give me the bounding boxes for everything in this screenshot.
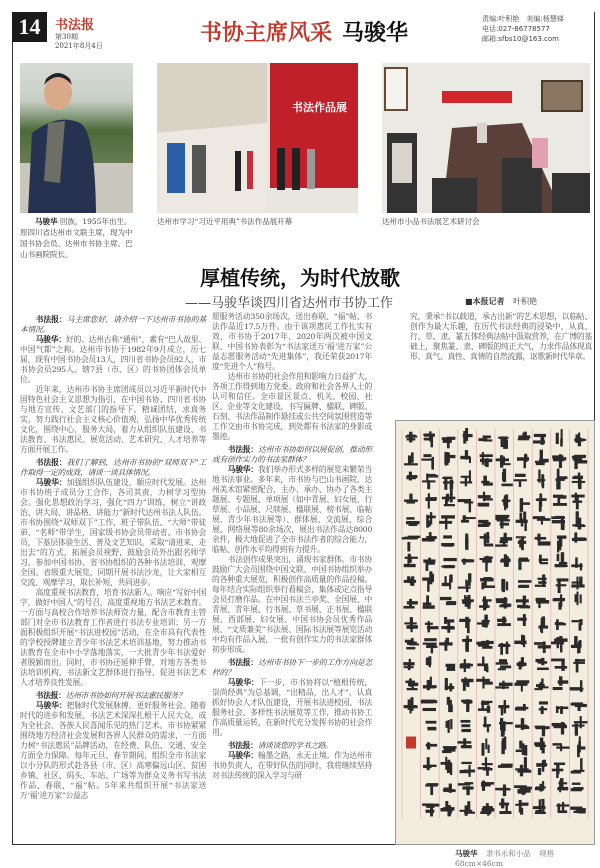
ink-character — [539, 701, 548, 714]
speaker-label: 马骏华： — [35, 478, 67, 487]
ink-character — [536, 493, 547, 511]
ink-character — [496, 597, 512, 608]
ink-character — [446, 664, 456, 671]
ink-character — [498, 764, 513, 768]
exhibition-caption: 达州市学习“习近平用典”书法作品展开幕 — [157, 217, 293, 226]
ink-character — [422, 474, 438, 490]
ink-character — [557, 535, 567, 552]
ink-character — [501, 579, 508, 592]
ink-character — [498, 700, 509, 715]
ink-character — [423, 431, 435, 447]
ink-character — [571, 783, 584, 792]
speaker-text: 我们举办形式多样的展览来繁荣当地书法事业。多年来，市书协与巴山书画院、达州美术馆紧密配合，主办、承办、协办了各类主题展、专题展、单项展（如中青展、妇女展、行草展、小品展、尺牍展、楹联展、榜书展、临帖展、青少年书法展等）、群体展、交流展、综合展、网络展等80余场次，展出书法作品达8000余件，极大地促进了全市书法作者的综合能力，临帖、创作水平均得到有力提升。 — [212, 465, 372, 554]
ink-character — [537, 470, 545, 489]
speaker-text: 我们了解到，达州市书协的“双师双下”工作取得一定的成效，请谈一谈具体情况。 — [20, 458, 206, 477]
ink-character — [404, 494, 418, 504]
speaker-label: 马骏华： — [227, 751, 259, 760]
ink-character — [404, 617, 417, 632]
ink-character — [551, 659, 567, 671]
ink-character — [572, 716, 588, 736]
ink-character — [553, 594, 566, 609]
ink-character — [516, 536, 526, 550]
ink-character — [446, 719, 453, 733]
ink-character — [552, 743, 569, 751]
ink-character — [441, 757, 453, 775]
ink-character — [425, 493, 437, 508]
interviewer-question — [212, 658, 392, 678]
ink-character — [447, 697, 453, 712]
ink-character — [460, 762, 475, 777]
ink-character — [555, 619, 566, 630]
ink-character — [458, 782, 474, 795]
ink-character — [515, 704, 528, 711]
ink-character — [462, 595, 474, 609]
portrait-caption-text: 回族，1955年出生。原四川省达州市文联主席，现为中国书协会员、达州市书协主席、巴山书画院院长。 — [20, 217, 133, 259]
ink-character — [460, 450, 471, 463]
paragraph: 愿服务活动350余场次，送出春联、“福”帖、书法作品近17.5万件。由于该项惠民工作扎实有效，市书协于2017年、2020年两次被中国文联、中国书协表彰为“书法家送万‘福’进万家”公益志愿服务活动“先进集体”，我还荣获2017年度“先进个人”称号。 — [212, 312, 372, 371]
article-column-1 — [20, 312, 206, 801]
portrait-caption — [20, 216, 135, 260]
paragraph: 达州市书协的社会作用和影响力日益扩大，各项工作得到地方党委、政府和社会各界人士的认可和信任。全市景区景点、机关、校园、社区、企业等文化建设，书写匾牌、楹联、碑版、石刻、书法作品制作悬挂或公共空间氛围营造等工作交由市书协完成，到处都有书法家的身影或墨迹。 — [212, 372, 372, 441]
speaker-text: 马主席您好，请介绍一下达州市书协的基本情况。 — [20, 315, 206, 334]
ink-character — [403, 599, 417, 609]
ink-character — [572, 473, 585, 490]
ink-character — [556, 578, 569, 593]
ink-character — [423, 595, 435, 608]
ink-character — [423, 757, 437, 770]
ink-character — [518, 432, 531, 441]
portrait-photo — [20, 63, 133, 213]
ink-character — [518, 580, 531, 588]
seminar-photo — [382, 63, 590, 213]
ink-character — [495, 533, 512, 547]
ink-character — [458, 573, 472, 592]
ink-character — [477, 657, 488, 673]
ink-character — [516, 512, 528, 531]
ink-character — [478, 520, 491, 527]
ink-character — [555, 469, 567, 490]
ink-character — [406, 517, 420, 526]
ink-character — [535, 658, 548, 670]
interviewee-answer — [20, 335, 206, 385]
ink-character — [461, 699, 472, 712]
ink-character — [423, 558, 435, 571]
ink-character — [572, 532, 587, 542]
ink-character — [425, 621, 439, 632]
interviewer-question — [20, 691, 206, 701]
page-number: 14 — [12, 12, 47, 42]
ink-character — [479, 596, 492, 610]
ink-character — [551, 516, 565, 530]
ink-character — [538, 616, 548, 633]
ink-character — [478, 492, 493, 507]
speaker-text: 加强组织队伍建设，顺应时代发展。达州市书协班子成员分工合作，各司其责，力树学习型协会。强化思想政治学习，强化“四力”训练，树立“讲政治、讲大局、讲品格、讲能力”新时代达州书法人队伍。市书协围绕“双师双下”工作，班子带队伍、“大师”带徒弟、“名师”带学生，国家级书协会员带动省、市书协会员，下基层体验生活、普及文艺知识。采取“请进来、走出去”的方式，拓展会员视野，鼓励会员外出跟名师学习，参加中国书协、省书协组织的各种书法培训，观摩全国、省级重大展览，同期开展书法沙龙，让大家相互交流、观摩学习，取长补短，共同进步。 — [20, 478, 206, 587]
ink-character — [534, 679, 548, 691]
ink-character — [423, 677, 437, 691]
speaker-text: 达州市书协如何以展促创，推动形成有创作实力的书法家群体？ — [212, 445, 372, 464]
ink-character — [478, 757, 493, 776]
ink-character — [462, 635, 472, 651]
ink-character — [536, 760, 547, 775]
exhibition-photo — [157, 63, 358, 213]
ink-character — [498, 641, 510, 654]
ink-character — [534, 738, 546, 754]
ink-character — [517, 454, 529, 468]
ink-character — [462, 559, 475, 565]
ink-character — [555, 552, 568, 567]
speaker-label: 书法报： — [227, 741, 258, 750]
ink-character — [517, 657, 527, 669]
ink-character — [441, 617, 454, 633]
ink-character — [533, 516, 551, 524]
ink-character — [518, 558, 529, 570]
interviewer-question — [20, 458, 206, 478]
ink-character — [495, 681, 512, 689]
ink-character — [571, 702, 587, 711]
ink-character — [477, 615, 490, 628]
ink-character — [496, 659, 512, 670]
calligraphy-artwork-image — [396, 421, 594, 844]
ink-character — [571, 557, 582, 570]
ink-character — [502, 469, 513, 487]
ink-character — [480, 452, 493, 467]
ink-character — [556, 429, 563, 447]
ink-character — [539, 555, 548, 565]
speaker-text: 翰墨之路，永无止境。作为达州市书协负责人，在带好队伍的同时，我将继续坚持对书法传统的深入学习与研 — [212, 751, 372, 780]
ink-character — [440, 597, 456, 605]
speaker-label: 书法报： — [35, 315, 67, 324]
person-name-title: 马骏华 — [342, 20, 409, 46]
speaker-label: 书法报： — [227, 445, 259, 454]
ink-character — [421, 700, 437, 711]
ink-character — [502, 494, 511, 510]
ink-character — [406, 472, 417, 481]
ink-character — [535, 781, 546, 791]
ink-character — [535, 726, 550, 737]
ink-character — [483, 716, 491, 732]
ink-character — [501, 736, 506, 754]
ink-character — [460, 470, 472, 486]
ink-character — [480, 556, 493, 572]
ink-character — [440, 801, 454, 816]
ink-character — [461, 677, 473, 691]
ink-character — [495, 515, 510, 529]
calligraphy-artwork — [395, 420, 595, 845]
speaker-label: 书法报： — [35, 691, 66, 700]
masthead — [55, 14, 115, 51]
paragraph: 近年来，达州市书协主席团成员以习近平新时代中国特色社会主义思想为指引，在中国书协、四川省书协与地方宣传、文艺部门的指导下，精诚团结，求真务实，努力践行社会主义核心价值观，弘扬中华优秀传统文化，围绕中心，服务大局，着力从组织队伍建设、书法教育、书法惠民、展览活动、艺术研究、人才培养等方面开展工作。 — [20, 385, 206, 454]
article-column-3 — [410, 312, 592, 362]
ink-character — [481, 738, 489, 755]
ink-character — [533, 434, 546, 445]
ink-character — [405, 432, 417, 443]
ink-character — [533, 799, 546, 814]
ink-character — [514, 680, 529, 691]
ink-character — [439, 638, 452, 651]
ink-character — [553, 676, 569, 690]
byline-label: ■本报记者 — [465, 297, 505, 306]
byline — [465, 296, 537, 307]
ink-character — [571, 493, 584, 510]
ink-character — [441, 558, 456, 568]
page-title — [200, 16, 408, 47]
speaker-label: 书法报： — [227, 658, 259, 667]
ink-character — [426, 656, 432, 667]
phone: 电话:027-86778577 — [482, 25, 550, 33]
ink-character — [535, 574, 547, 587]
ink-character — [515, 718, 529, 730]
ink-character — [571, 636, 582, 653]
ink-character — [404, 576, 416, 586]
ink-character — [497, 617, 511, 626]
editor-credit: 责编:叶积艳 美编:杨慧娣 — [482, 15, 564, 23]
ink-character — [514, 785, 532, 795]
ink-character — [571, 619, 582, 631]
ink-character — [461, 515, 476, 522]
interviewer-question — [212, 445, 392, 465]
seminar-caption: 达州市小品书法展艺术研讨会 — [382, 217, 480, 226]
article-headline: 厚植传统，为时代放歌 — [200, 266, 400, 290]
exhibition-banner-text: 书法作品展 — [292, 101, 347, 114]
ink-character — [495, 784, 510, 796]
ink-character — [516, 741, 528, 756]
issue-number: 第30期 — [55, 33, 78, 41]
article-column-2 — [212, 312, 392, 860]
artist-seal — [406, 737, 416, 749]
speaker-label: 马骏华： — [227, 465, 259, 474]
speaker-text: 达州市书协下一步的工作方向是怎样的？ — [212, 658, 372, 677]
ink-character — [575, 592, 582, 606]
ink-character — [465, 534, 468, 550]
ink-character — [441, 535, 454, 546]
ink-character — [571, 577, 584, 590]
ink-character — [422, 532, 437, 542]
ink-character — [570, 680, 584, 692]
ink-character — [556, 802, 569, 813]
ink-character — [573, 659, 585, 673]
ink-character — [570, 807, 586, 814]
interviewee-answer — [20, 478, 206, 588]
ink-character — [574, 433, 586, 447]
artwork-artist: 马骏华 — [455, 849, 478, 858]
ink-character — [442, 489, 455, 506]
ink-character — [461, 720, 471, 732]
ink-character — [556, 706, 568, 714]
ink-character — [496, 455, 511, 467]
ink-character — [478, 700, 492, 712]
ink-character — [460, 659, 473, 672]
interviewee-answer — [212, 465, 392, 555]
ink-character — [423, 638, 438, 653]
ink-character — [442, 746, 456, 753]
ink-character — [425, 783, 438, 795]
ink-character — [577, 736, 585, 757]
speaker-label: 马骏华： — [35, 335, 66, 344]
ink-character — [500, 554, 510, 567]
byline-name: 叶积艳 — [513, 297, 538, 306]
artwork-title: 隶书永和小品 — [485, 849, 531, 858]
interviewer-question — [20, 315, 206, 335]
ink-character — [552, 454, 566, 468]
ink-character — [552, 763, 565, 778]
speaker-text: 达州市书协如何开展书法惠民服务？ — [65, 691, 186, 700]
ink-character — [498, 436, 508, 448]
ink-character — [458, 499, 474, 512]
ink-character — [480, 803, 494, 815]
ink-character — [426, 721, 437, 731]
email: 邮箱:sfbs10@163.com — [482, 35, 560, 43]
ink-character — [403, 659, 414, 670]
ink-character — [481, 476, 493, 486]
ink-character — [499, 798, 511, 814]
ink-character — [571, 758, 585, 773]
ink-character — [514, 474, 527, 487]
ink-character — [422, 803, 439, 816]
section-title: 书协主席风采 — [200, 20, 333, 46]
paragraph: 书法创作成果突出，涌现书家群体。市书协鼓励广大会员围绕中国文联、中国书协组织举办的各种重大展览，积极创作高质量的作品投稿。每年结合实际组织举行看稿会，集体或定点指导会员打磨作品。在中国书法兰亭奖、全国展、中青展、青年展、行书展、草书展、正书展、楹联展、西部展、妇女展、中国书协会员优秀作品展、“文质兼美”书法展、国际书法展等展览活动中均有作品入展，一批有创作实力的书法家群体初步形成。 — [212, 555, 372, 654]
ink-character — [404, 452, 418, 465]
ink-character — [426, 742, 437, 749]
ink-character — [516, 596, 530, 609]
ink-character — [426, 512, 436, 528]
ink-character — [405, 678, 418, 690]
ink-character — [404, 697, 418, 713]
ink-character — [442, 575, 453, 590]
ink-character — [552, 722, 567, 735]
interviewee-answer — [212, 751, 392, 781]
ink-character — [459, 617, 470, 633]
ink-character — [535, 534, 551, 546]
ink-character — [460, 801, 475, 816]
ink-character — [457, 738, 471, 748]
ink-character — [572, 511, 585, 529]
ink-character — [445, 678, 454, 691]
speaker-text: 请谈谈您的学书之路。 — [257, 741, 333, 750]
speaker-text: 把脉时代发展脉搏，更好服务社会。随着时代的进步和发展，书法艺术深深扎根于人民大众，成为全社会、各族人民喜闻乐见的热门艺术。市书协紧紧围绕地方经济社会发展和各界人民群众的需求，一方面力树“书法惠民”品牌活动，在经费、队伍、交通、安全方面全力保障。每年元旦、春节期间，组织全市书法家以小分队的形式赴各县（市、区）高寒偏远山区、贫困乡镇、社区、码头、车站、广场等为群众义务书写书法作品、春联、“福”帖。5年来共组织开展“书法家送万‘福’进万家”公益志 — [20, 701, 206, 800]
interviewer-question — [212, 741, 392, 751]
artwork-size: 规格68cm×46cm — [455, 849, 555, 868]
ink-character — [480, 532, 494, 546]
ink-character — [534, 641, 551, 653]
ink-character — [535, 450, 549, 465]
ink-character — [557, 778, 568, 792]
paper-logo: 书法报 — [55, 18, 95, 33]
portrait-caption-name: 马骏华 — [35, 217, 58, 226]
speaker-text: 下一步，市书协将以“植根传统，崇尚经典”为总基调，“出精品，出人才”，认真抓好协会人才队伍建设，开展书法进校园、书法服务社会、多样性书法展览等工作，推动书协工作高质量运转，在新时代充分发挥书协的社会作用。 — [212, 678, 372, 737]
ink-character — [443, 784, 456, 793]
article-subheadline: ——马骏华谈四川省达州市书协工作 — [185, 296, 394, 311]
ink-character — [480, 577, 495, 589]
ink-character — [405, 638, 419, 650]
ink-character — [514, 635, 526, 647]
ink-character — [520, 498, 530, 512]
ink-character — [478, 435, 492, 441]
ink-character — [402, 536, 420, 552]
ink-character — [515, 800, 528, 815]
ink-character — [404, 554, 418, 567]
paragraph: 究，秉承“书以载道，承古出新”的艺术思想，以临帖、创作为最大乐趣，在历代书法经典的浸染中，从真、行、草、隶、篆五体经典法帖中汲取营养，在广博的基础上，聚焦篆、隶、碑版的纯正大气，力求作品体现真形、真气、真性、真情的自然流露，讴歌新时代华章。 — [410, 312, 592, 361]
ink-character — [553, 495, 567, 506]
artwork-caption — [455, 848, 600, 868]
ink-character — [572, 455, 587, 469]
ink-character — [476, 640, 493, 649]
ink-character — [515, 757, 531, 776]
speaker-label: 书法报： — [35, 458, 67, 467]
ink-character — [421, 454, 434, 469]
ink-character — [422, 571, 434, 591]
ink-character — [551, 636, 568, 652]
speaker-text: 好的。达州古称“通州”，素有“巴人故里、中国气都”之称。达州市书协于1982年9月成立，历七届，现有中国书协会员13人，四川省书协会员92人，市书协会员295人。辖7县（市、区）的书协团体会员单位。 — [20, 335, 206, 384]
ink-character — [481, 781, 494, 791]
paragraph: 高度重视书法教育，培育书法新人。响应“写好中国字，做好中国人”的号召，高度重视地方书法艺术教育。一方面与高校合作培养书法师资力量，配合市教育主管部门对全市书法教育工作者进行书法专业培训；另一方面积极组织开展“书法进校园”活动，在全市具有代表性的学校授牌建立青少年书法艺术培训基地，努力推动书法教育在全市中小学落地落实，一大批青少年书法爱好者脱颖而出。同时，市书协还延伸手臂，对地方各类书法培训机构、书法新文艺群体进行指导，促进书法艺术人才培养良性发展。 — [20, 588, 206, 687]
ink-character — [463, 428, 473, 444]
speaker-label: 马骏华： — [35, 701, 67, 710]
ink-character — [499, 718, 513, 737]
ink-character — [442, 437, 456, 449]
ink-character — [476, 676, 493, 688]
ink-character — [442, 477, 453, 490]
issue-date: 2021年8月4日 — [55, 42, 103, 50]
ink-character — [517, 614, 526, 626]
editor-info — [482, 14, 564, 44]
interviewee-answer — [20, 701, 206, 801]
interviewee-answer — [212, 678, 392, 738]
speaker-label: 马骏华： — [227, 678, 259, 687]
ink-character — [439, 515, 455, 529]
ink-character — [444, 452, 455, 466]
ink-character — [536, 598, 550, 608]
